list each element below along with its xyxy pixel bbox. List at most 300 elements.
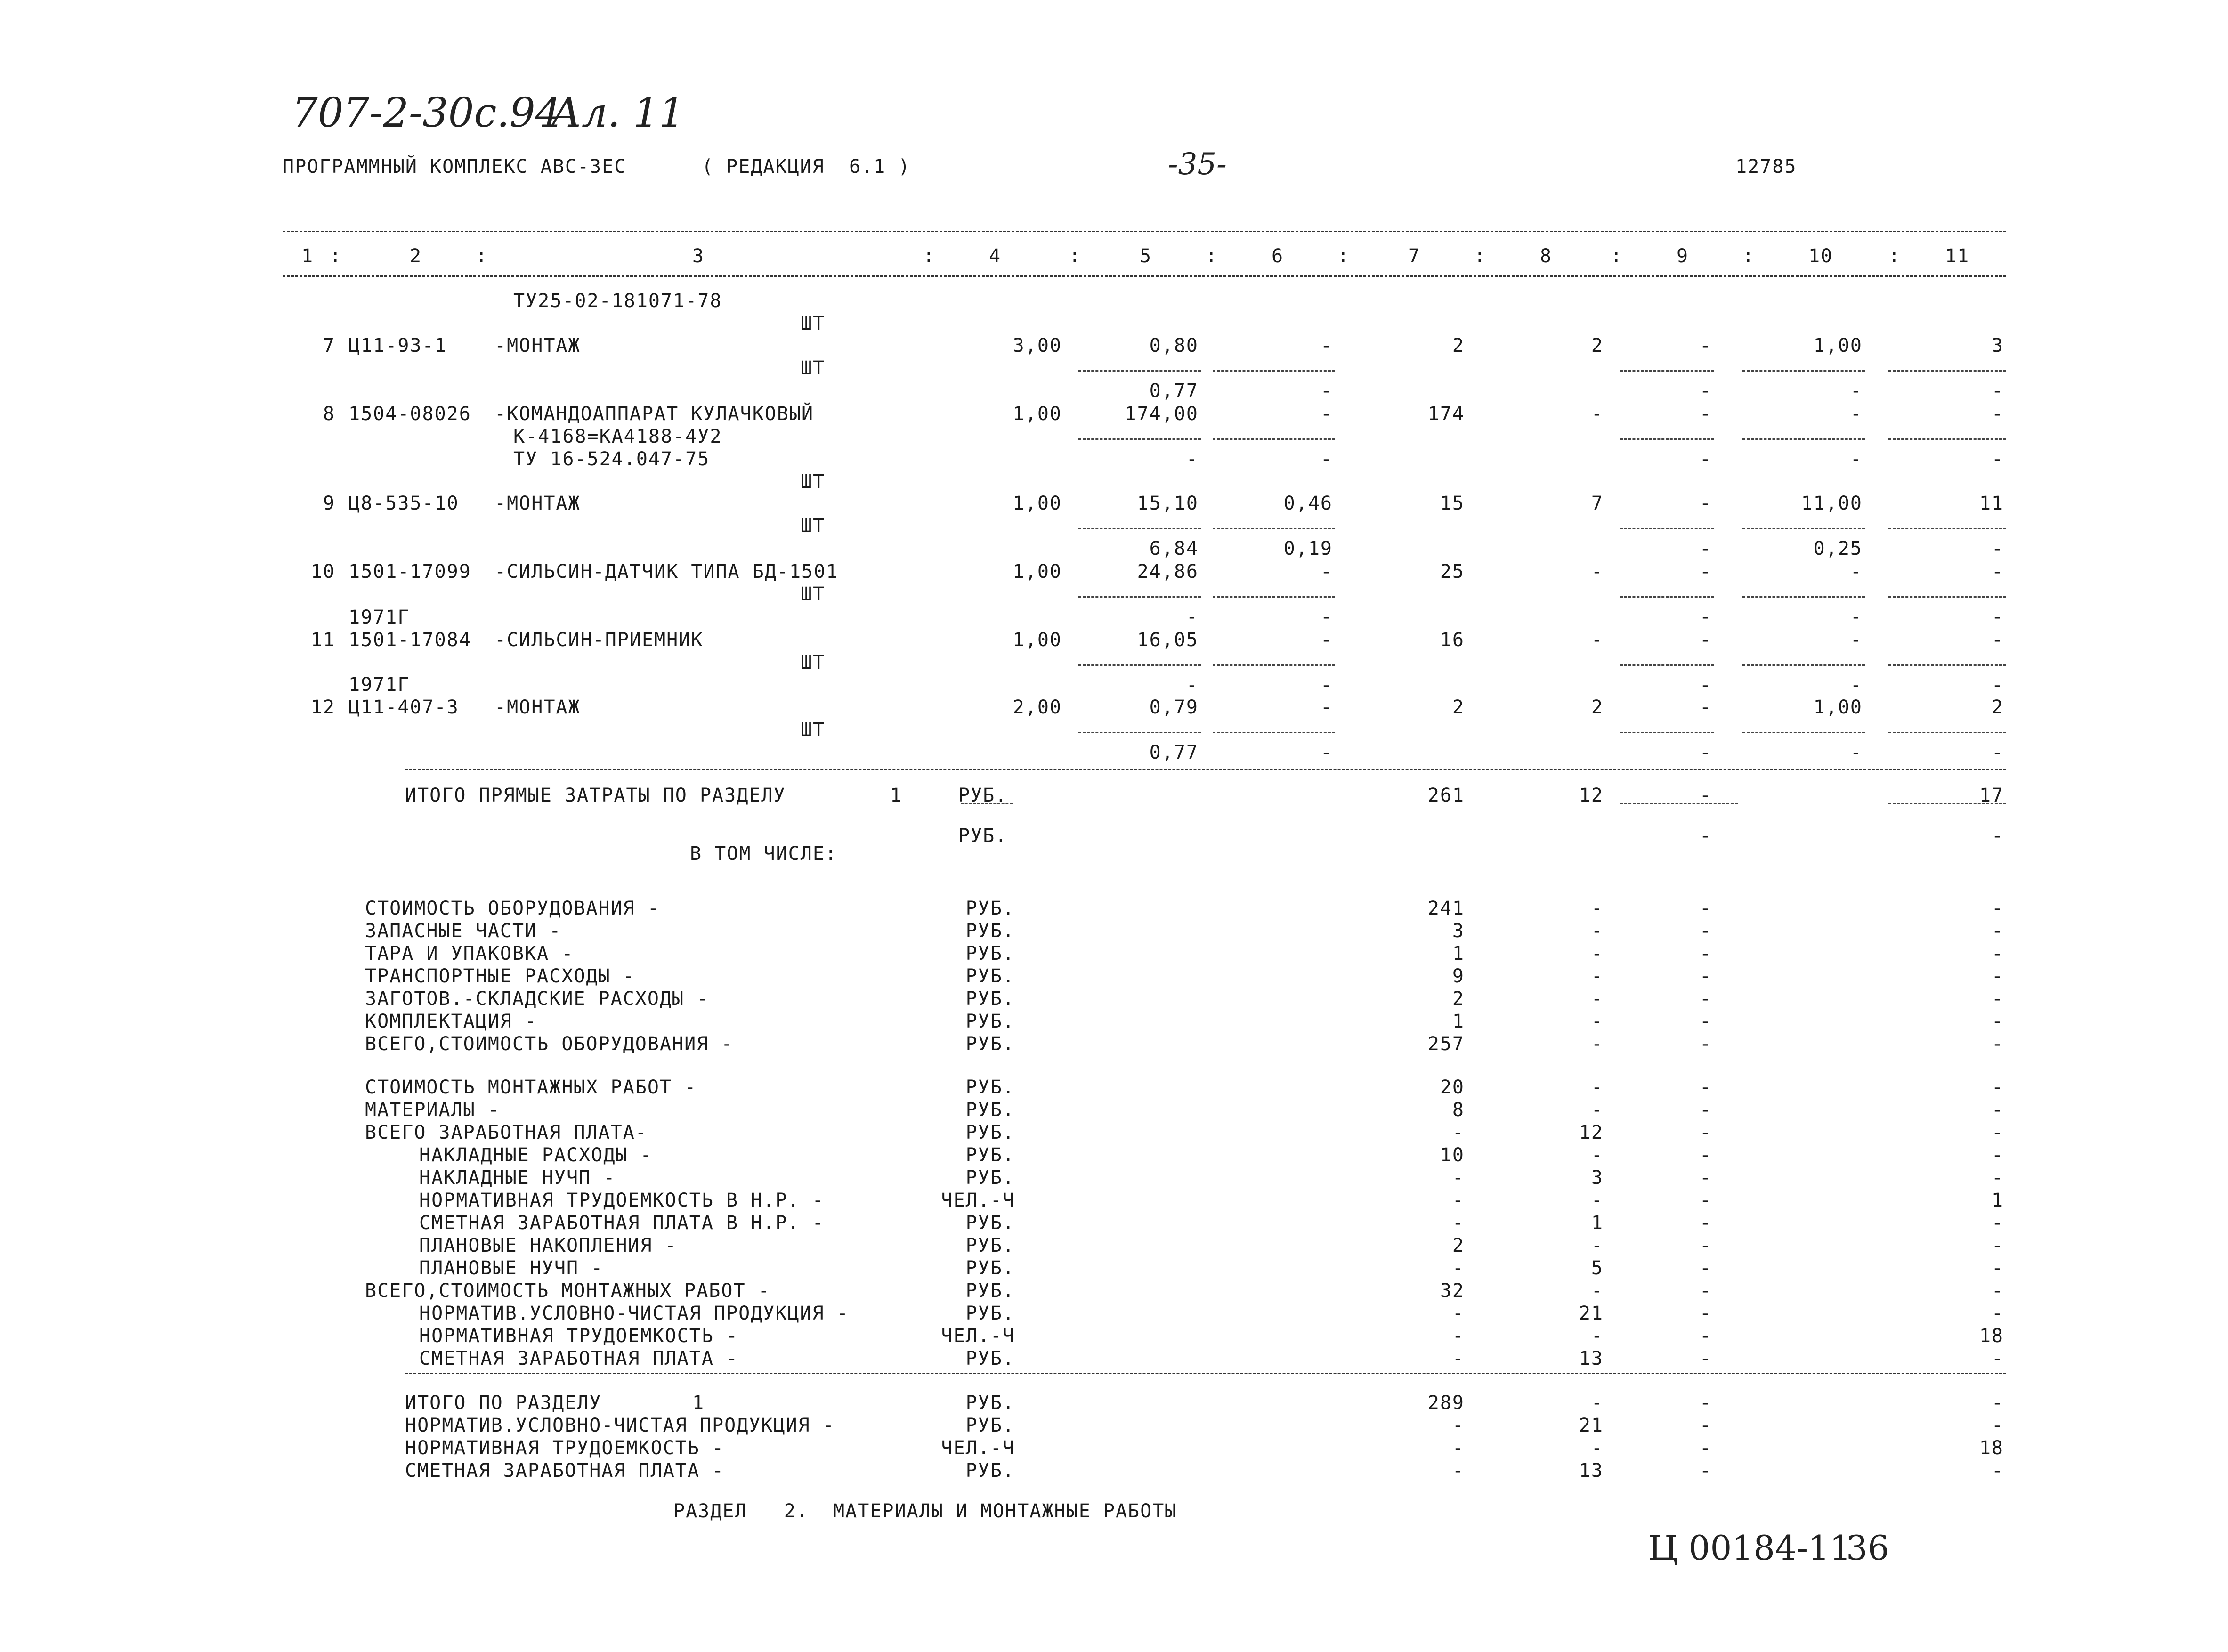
summary-c11: -: [1991, 1257, 2004, 1279]
cell-qty: 1,00: [1013, 403, 1062, 425]
summary-c7: 289: [1427, 1392, 1465, 1414]
sheet-number: Ал. 11: [551, 89, 685, 137]
item-number: 8: [323, 403, 335, 425]
cell-qty: 3,00: [1013, 335, 1062, 356]
cell-c7: 25: [1440, 561, 1465, 583]
summary-label: СМЕТНАЯ ЗАРАБОТНАЯ ПЛАТА В Н.Р. -: [419, 1212, 825, 1234]
cell-c10a: 1,00: [1813, 335, 1863, 356]
summary-c7: -: [1452, 1415, 1465, 1436]
cell-qty: 1,00: [1013, 561, 1062, 583]
cell-c9b: -: [1699, 448, 1712, 470]
item-name: -СИЛЬСИН-ПРИЕМНИК: [494, 629, 704, 651]
cell-c10b: -: [1850, 448, 1863, 470]
cell-c6b: -: [1320, 448, 1333, 470]
summary-unit: РУБ.: [965, 1415, 1015, 1436]
summary-c7: 8: [1452, 1099, 1465, 1121]
summary-c8: -: [1591, 988, 1604, 1010]
total-direct-unit-2: РУБ.: [958, 825, 1008, 847]
cell-c5b: -: [1186, 448, 1199, 470]
summary-c7: -: [1452, 1348, 1465, 1369]
footer-page: 36: [1846, 1528, 1889, 1568]
cell-c6a: -: [1320, 696, 1333, 718]
cell-c11a: 11: [1979, 493, 2004, 514]
summary-label: ВСЕГО,СТОИМОСТЬ МОНТАЖНЫХ РАБОТ -: [365, 1280, 770, 1302]
summary-c8: -: [1591, 1077, 1604, 1098]
summary-c7: 1: [1452, 1011, 1465, 1032]
cell-c11a: -: [1991, 403, 2004, 425]
cell-underline: [1213, 438, 1335, 440]
cell-c7: 16: [1440, 629, 1465, 651]
column-separator: :: [1742, 245, 1755, 267]
cell-underline: [1078, 732, 1201, 733]
summary-c9: -: [1699, 1077, 1712, 1098]
summary-unit: ЧЕЛ.-Ч: [941, 1437, 1015, 1459]
summary-c9: -: [1699, 1167, 1712, 1189]
summary-c11: -: [1991, 965, 2004, 987]
summary-c11: -: [1991, 1348, 2004, 1369]
cell-c11b: -: [1991, 538, 2004, 559]
summary-c11: -: [1991, 1235, 2004, 1256]
summary-c7: 32: [1440, 1280, 1465, 1302]
cell-c9a: -: [1699, 696, 1712, 718]
cell-c8: 2: [1591, 335, 1604, 356]
item-name: -СИЛЬСИН-ДАТЧИК ТИПА БД-1501: [494, 561, 839, 583]
summary-c8: -: [1591, 1144, 1604, 1166]
column-header-2: 2: [410, 245, 422, 267]
cell-underline: [1742, 528, 1865, 529]
cell-c6b: -: [1320, 606, 1333, 628]
item-unit: ШТ: [801, 719, 826, 741]
cell-c5a: 0,79: [1149, 696, 1199, 718]
summary-c7: 1: [1452, 943, 1465, 964]
summary-label: МАТЕРИАЛЫ -: [365, 1099, 500, 1121]
summary-unit: РУБ.: [965, 1077, 1015, 1098]
cell-c5b: 6,84: [1149, 538, 1199, 559]
summary-label: ВСЕГО ЗАРАБОТНАЯ ПЛАТА-: [365, 1122, 648, 1143]
cell-c9a: -: [1699, 335, 1712, 356]
summary-label: НОРМАТИВНАЯ ТРУДОЕМКОСТЬ В Н.Р. -: [419, 1190, 825, 1211]
column-separator: :: [1337, 245, 1350, 267]
cell-underline: [1888, 370, 2006, 372]
summary-c11: -: [1991, 1033, 2004, 1055]
cell-c9a: -: [1699, 561, 1712, 583]
cell-underline: [1742, 664, 1865, 666]
summary-c9: -: [1699, 920, 1712, 942]
total-direct-unit: РУБ.: [958, 785, 1008, 806]
document-number: 12785: [1735, 156, 1797, 178]
summary-label: НОРМАТИВНАЯ ТРУДОЕМКОСТЬ -: [419, 1325, 739, 1347]
item-unit: ШТ: [801, 652, 826, 673]
summary-unit: РУБ.: [965, 1257, 1015, 1279]
summary-c7: -: [1452, 1190, 1465, 1211]
cell-underline: [1078, 528, 1201, 529]
cell-c5b: 0,77: [1149, 380, 1199, 402]
summary-label: НАКЛАДНЫЕ НУЧП -: [419, 1167, 616, 1189]
summary-c8: -: [1591, 1033, 1604, 1055]
cell-underline: [1620, 596, 1714, 598]
summary-c9: -: [1699, 1235, 1712, 1256]
summary-c7: -: [1452, 1303, 1465, 1324]
summary-c11: -: [1991, 988, 2004, 1010]
cell-c6a: -: [1320, 561, 1333, 583]
cell-underline: [1620, 664, 1714, 666]
summary-unit: РУБ.: [965, 1167, 1015, 1189]
cell-c11a: -: [1991, 629, 2004, 651]
cell-c10b: -: [1850, 742, 1863, 763]
summary-c9: -: [1699, 1303, 1712, 1324]
column-separator: :: [1611, 245, 1623, 267]
summary-c11: -: [1991, 1460, 2004, 1482]
total-direct-c11b: -: [1991, 825, 2004, 847]
cell-c7: 15: [1440, 493, 1465, 514]
summary-unit: ЧЕЛ.-Ч: [941, 1190, 1015, 1211]
summary-c11: 18: [1979, 1437, 2004, 1459]
summary-c8: -: [1591, 965, 1604, 987]
summary-c11: -: [1991, 1122, 2004, 1143]
header-rule-top: [283, 231, 2006, 232]
cell-c6a: -: [1320, 629, 1333, 651]
cell-c11a: 2: [1991, 696, 2004, 718]
cell-c11b: -: [1991, 448, 2004, 470]
summary-unit: РУБ.: [965, 943, 1015, 964]
summary-c7: 9: [1452, 965, 1465, 987]
summary-unit: РУБ.: [965, 1099, 1015, 1121]
cell-c5a: 15,10: [1137, 493, 1199, 514]
summary-c9: -: [1699, 1144, 1712, 1166]
item-number: 10: [310, 561, 335, 583]
summary-unit: РУБ.: [965, 1303, 1015, 1324]
summary-label: ПЛАНОВЫЕ НАКОПЛЕНИЯ -: [419, 1235, 677, 1256]
summary-label: КОМПЛЕКТАЦИЯ -: [365, 1011, 537, 1032]
summary-label: СМЕТНАЯ ЗАРАБОТНАЯ ПЛАТА -: [419, 1348, 739, 1369]
summary-c11: -: [1991, 1099, 2004, 1121]
summary-c9: -: [1699, 1348, 1712, 1369]
including-label: В ТОМ ЧИСЛЕ:: [690, 843, 837, 865]
cell-qty: 1,00: [1013, 629, 1062, 651]
cell-qty: 2,00: [1013, 696, 1062, 718]
cell-c7: 174: [1427, 403, 1465, 425]
cell-underline: [1888, 438, 2006, 440]
column-separator: :: [476, 245, 488, 267]
cell-underline: [1888, 732, 2006, 733]
summary-c11: 1: [1991, 1190, 2004, 1211]
summary-c11: -: [1991, 1280, 2004, 1302]
item-code: Ц11-407-3: [348, 696, 459, 718]
summary-label: ТАРА И УПАКОВКА -: [365, 943, 574, 964]
total-direct-c9b: -: [1699, 825, 1712, 847]
summary-c9: -: [1699, 1392, 1712, 1414]
summary-unit: РУБ.: [965, 920, 1015, 942]
column-header-6: 6: [1272, 245, 1284, 267]
item-year-note: 1971Г: [348, 674, 410, 696]
summary-c7: 2: [1452, 1235, 1465, 1256]
summary-unit: РУБ.: [965, 1122, 1015, 1143]
cell-c5b: -: [1186, 606, 1199, 628]
total-direct-label: ИТОГО ПРЯМЫЕ ЗАТРАТЫ ПО РАЗДЕЛУ: [405, 785, 786, 806]
cell-c8: -: [1591, 403, 1604, 425]
item-name: -МОНТАЖ: [494, 335, 581, 356]
cell-c10a: 1,00: [1813, 696, 1863, 718]
column-separator: :: [330, 245, 342, 267]
summary-label: ТРАНСПОРТНЫЕ РАСХОДЫ -: [365, 965, 635, 987]
cell-c5a: 174,00: [1125, 403, 1199, 425]
cell-underline: [1213, 664, 1335, 666]
summary-label: СМЕТНАЯ ЗАРАБОТНАЯ ПЛАТА -: [405, 1460, 725, 1482]
summary-c8: 21: [1579, 1303, 1604, 1324]
summary-label: ЗАПАСНЫЕ ЧАСТИ -: [365, 920, 562, 942]
summary-c8: 12: [1579, 1122, 1604, 1143]
item-number: 9: [323, 493, 335, 514]
cell-underline: [1742, 370, 1865, 372]
column-header-1: 1: [301, 245, 314, 267]
item-code: 1501-17084: [348, 629, 471, 651]
summary-unit: РУБ.: [965, 988, 1015, 1010]
cell-c10b: -: [1850, 380, 1863, 402]
column-separator: :: [923, 245, 936, 267]
cell-c9a: -: [1699, 493, 1712, 514]
cell-c10a: -: [1850, 403, 1863, 425]
summary-c11: -: [1991, 898, 2004, 919]
summary-c8: -: [1591, 1235, 1604, 1256]
summary-c11: -: [1991, 1077, 2004, 1098]
summary-c7: 2: [1452, 988, 1465, 1010]
header-rule-bottom: [283, 275, 2006, 277]
summary-unit: РУБ.: [965, 1280, 1015, 1302]
summary-c8: -: [1591, 1099, 1604, 1121]
item-number: 12: [310, 696, 335, 718]
summary-c8: 5: [1591, 1257, 1604, 1279]
summary-c9: -: [1699, 1212, 1712, 1234]
summary-c8: -: [1591, 920, 1604, 942]
cell-c10b: -: [1850, 674, 1863, 696]
summary-c9: -: [1699, 1460, 1712, 1482]
summary-c9: -: [1699, 1415, 1712, 1436]
next-section-title: РАЗДЕЛ 2. МАТЕРИАЛЫ И МОНТАЖНЫЕ РАБОТЫ: [673, 1500, 1177, 1522]
cell-underline: [1742, 596, 1865, 598]
summary-c7: -: [1452, 1437, 1465, 1459]
cell-c9b: -: [1699, 380, 1712, 402]
summary-c8: 3: [1591, 1167, 1604, 1189]
summary-unit: РУБ.: [965, 1011, 1015, 1032]
total-direct-c11: 17: [1979, 785, 2004, 806]
summary-c8: 21: [1579, 1415, 1604, 1436]
summary-c11: -: [1991, 1392, 2004, 1414]
summary-c11: -: [1991, 1415, 2004, 1436]
cell-c10b: 0,25: [1813, 538, 1863, 559]
summary-label: НОРМАТИВНАЯ ТРУДОЕМКОСТЬ -: [405, 1437, 725, 1459]
summary-c11: -: [1991, 1212, 2004, 1234]
cell-c11a: 3: [1991, 335, 2004, 356]
summary-c7: -: [1452, 1167, 1465, 1189]
footer-code: Ц 00184-11: [1648, 1528, 1851, 1568]
cell-underline: [1620, 528, 1714, 529]
summary-c9: -: [1699, 1122, 1712, 1143]
summary-unit: РУБ.: [965, 1392, 1015, 1414]
cell-underline: [1078, 370, 1201, 372]
item-code: Ц11-93-1: [348, 335, 447, 356]
cell-c5b: 0,77: [1149, 742, 1199, 763]
item-unit: ШТ: [801, 515, 826, 537]
summary-c9: -: [1699, 1280, 1712, 1302]
column-header-10: 10: [1808, 245, 1833, 267]
summary-unit: РУБ.: [965, 1033, 1015, 1055]
total-direct-c8: 12: [1579, 785, 1604, 806]
summary-label: ИТОГО ПО РАЗДЕЛУ: [405, 1392, 602, 1414]
item-name: К-4168=КА4188-4У2: [513, 426, 722, 447]
summary-c8: -: [1591, 943, 1604, 964]
summary-unit: РУБ.: [965, 1235, 1015, 1256]
summary-c9: -: [1699, 1190, 1712, 1211]
cell-underline: [1078, 438, 1201, 440]
cell-underline: [1620, 803, 1738, 804]
summary-c7: -: [1452, 1460, 1465, 1482]
column-header-8: 8: [1540, 245, 1553, 267]
cell-c7: 2: [1452, 696, 1465, 718]
cell-c11a: -: [1991, 561, 2004, 583]
cell-c8: 2: [1591, 696, 1604, 718]
cell-c9b: -: [1699, 538, 1712, 559]
summary-label: СТОИМОСТЬ МОНТАЖНЫХ РАБОТ -: [365, 1077, 697, 1098]
summary-label: НАКЛАДНЫЕ РАСХОДЫ -: [419, 1144, 653, 1166]
item-code: 1504-08026: [348, 403, 471, 425]
cell-c6b: -: [1320, 380, 1333, 402]
cell-underline: [1620, 438, 1714, 440]
program-name: ПРОГРАММНЫЙ КОМПЛЕКС АВС-3ЕС: [283, 156, 627, 178]
summary-unit: РУБ.: [965, 898, 1015, 919]
summary-c8: 13: [1579, 1348, 1604, 1369]
cell-underline: [1742, 438, 1865, 440]
cell-underline: [1888, 596, 2006, 598]
summary-c7: 241: [1427, 898, 1465, 919]
cell-c9b: -: [1699, 742, 1712, 763]
cell-c6a: 0,46: [1283, 493, 1333, 514]
cell-c11b: -: [1991, 742, 2004, 763]
cell-c9a: -: [1699, 629, 1712, 651]
summary-c8: -: [1591, 1437, 1604, 1459]
cell-underline: [1213, 528, 1335, 529]
column-separator: :: [1888, 245, 1901, 267]
cell-underline: [1620, 732, 1714, 733]
cell-c5a: 16,05: [1137, 629, 1199, 651]
summary-c8: -: [1591, 1325, 1604, 1347]
cell-c6b: -: [1320, 674, 1333, 696]
summary-c11: -: [1991, 1144, 2004, 1166]
cell-qty: 1,00: [1013, 493, 1062, 514]
summary-c7: 20: [1440, 1077, 1465, 1098]
column-separator: :: [1474, 245, 1487, 267]
column-header-11: 11: [1945, 245, 1970, 267]
cell-c11b: -: [1991, 674, 2004, 696]
column-separator: :: [1069, 245, 1082, 267]
cell-c10a: -: [1850, 629, 1863, 651]
summary-label: ЗАГОТОВ.-СКЛАДСКИЕ РАСХОДЫ -: [365, 988, 709, 1010]
cell-c8: -: [1591, 629, 1604, 651]
summary-c9: -: [1699, 965, 1712, 987]
section-total-rule: [405, 1373, 2006, 1374]
summary-c8: -: [1591, 898, 1604, 919]
summary-unit: РУБ.: [965, 965, 1015, 987]
cell-c6b: 0,19: [1283, 538, 1333, 559]
cell-c5a: 0,80: [1149, 335, 1199, 356]
total-rule-top: [405, 769, 2006, 770]
summary-c7: 257: [1427, 1033, 1465, 1055]
cell-underline: [1213, 732, 1335, 733]
summary-label: СТОИМОСТЬ ОБОРУДОВАНИЯ -: [365, 898, 660, 919]
unit-underline: [961, 803, 1013, 804]
summary-c8: 1: [1591, 1212, 1604, 1234]
summary-c7: 10: [1440, 1144, 1465, 1166]
cell-c9a: -: [1699, 403, 1712, 425]
cell-c9b: -: [1699, 606, 1712, 628]
edition-label: ( РЕДАКЦИЯ 6.1 ): [702, 156, 911, 178]
cell-c6a: -: [1320, 403, 1333, 425]
summary-c8: -: [1591, 1011, 1604, 1032]
summary-label: ВСЕГО,СТОИМОСТЬ ОБОРУДОВАНИЯ -: [365, 1033, 734, 1055]
cell-c6a: -: [1320, 335, 1333, 356]
cell-c10a: -: [1850, 561, 1863, 583]
total-direct-c9: -: [1699, 785, 1712, 806]
cell-underline: [1888, 528, 2006, 529]
summary-label: НОРМАТИВ.УСЛОВНО-ЧИСТАЯ ПРОДУКЦИЯ -: [419, 1303, 849, 1324]
summary-unit: РУБ.: [965, 1460, 1015, 1482]
total-direct-section: 1: [890, 785, 903, 806]
cell-underline: [1620, 370, 1714, 372]
cell-underline: [1078, 596, 1201, 598]
summary-c9: -: [1699, 943, 1712, 964]
summary-c7: -: [1452, 1257, 1465, 1279]
summary-unit: ЧЕЛ.-Ч: [941, 1325, 1015, 1347]
cell-c6b: -: [1320, 742, 1333, 763]
summary-c9: -: [1699, 1437, 1712, 1459]
item-name: ТУ 16-524.047-75: [513, 448, 710, 470]
item-code: Ц8-535-10: [348, 493, 459, 514]
cell-underline: [1888, 803, 2006, 804]
summary-unit: РУБ.: [965, 1348, 1015, 1369]
summary-c8: -: [1591, 1280, 1604, 1302]
cell-c7: 2: [1452, 335, 1465, 356]
summary-c7: -: [1452, 1122, 1465, 1143]
item-name: -КОМАНДОАППАРАТ КУЛАЧКОВЫЙ: [494, 403, 814, 425]
summary-c7: -: [1452, 1325, 1465, 1347]
summary-c7: -: [1452, 1212, 1465, 1234]
summary-c7: 3: [1452, 920, 1465, 942]
column-header-3: 3: [692, 245, 705, 267]
cell-underline: [1078, 664, 1201, 666]
item-unit: ШТ: [801, 313, 826, 334]
summary-section: 1: [692, 1392, 705, 1414]
document-code: 707-2-30с.94: [292, 89, 561, 137]
summary-c9: -: [1699, 1099, 1712, 1121]
summary-c9: -: [1699, 1325, 1712, 1347]
item-unit: ШТ: [801, 583, 826, 605]
summary-c8: -: [1591, 1392, 1604, 1414]
item-code: 1501-17099: [348, 561, 471, 583]
cell-underline: [1213, 370, 1335, 372]
item-number: 11: [310, 629, 335, 651]
summary-c9: -: [1699, 1033, 1712, 1055]
summary-c11: -: [1991, 1167, 2004, 1189]
column-header-4: 4: [989, 245, 1002, 267]
summary-c8: 13: [1579, 1460, 1604, 1482]
total-direct-c7: 261: [1427, 785, 1465, 806]
cell-underline: [1213, 596, 1335, 598]
cell-c8: 7: [1591, 493, 1604, 514]
cell-c11b: -: [1991, 606, 2004, 628]
column-separator: :: [1206, 245, 1218, 267]
column-header-5: 5: [1140, 245, 1152, 267]
summary-c11: -: [1991, 1303, 2004, 1324]
summary-c11: 18: [1979, 1325, 2004, 1347]
